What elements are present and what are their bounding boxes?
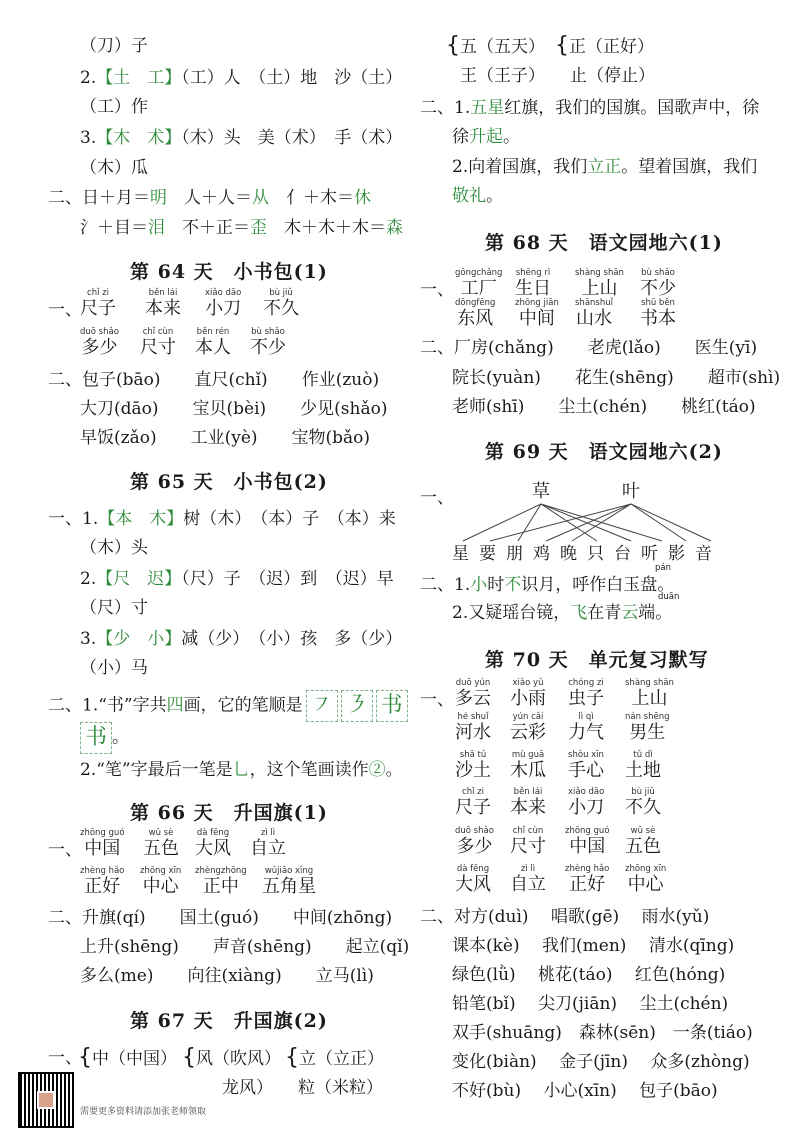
answer-line: 绿色(lǜ) 桃花(táo) 红色(hóng) (452, 965, 726, 985)
pinyin-word: bù shǎo 不少 (250, 327, 286, 358)
pinyin-word: xiǎo dāo 小刀 (568, 787, 605, 818)
stroke-box: 书 (80, 722, 112, 754)
stroke-box: ㇇ (306, 690, 338, 722)
answer-line: {中（中国） (78, 1045, 177, 1070)
matching-word: 叶 (622, 481, 640, 502)
pinyin-word: duō shǎo 多少 (455, 826, 494, 857)
pinyin-word: dà fēng 大风 (455, 864, 491, 895)
pinyin-word: zhèng hǎo 正好 (565, 864, 610, 895)
pinyin-word: zì lì 自立 (250, 828, 286, 859)
pinyin-word: mù guā 木瓜 (510, 750, 546, 781)
answer-line: 粒（米粒） (298, 1078, 383, 1098)
pinyin-word: zhōng xīn 中心 (140, 866, 182, 897)
pinyin-word: zhōng xīn 中心 (625, 864, 667, 895)
question-number: 一、 (48, 840, 82, 860)
matching-word: 草 (532, 481, 550, 502)
answer-line: 2.【土 工】（工）人 （土）地 沙（土） (80, 68, 403, 88)
answer-line: {正（正好） (555, 33, 654, 58)
footer-note: 需要更多资料请添加张老师领取 (80, 1107, 207, 1117)
answer-line: 3.【木 术】（木）头 美（术） 手（术） (80, 128, 403, 148)
pinyin-word: zhōng guó 中国 (565, 826, 610, 857)
question-number: 一、 (420, 690, 454, 710)
pinyin-word: wǔ sè 五色 (625, 826, 661, 857)
answer-line: （刀）子 (80, 36, 148, 56)
answer-line: 早饭(zǎo) 工业(yè) 宝物(bǎo) (80, 428, 371, 448)
pinyin-word: duō yún 多云 (455, 678, 491, 709)
pinyin-word: chóng zi 虫子 (568, 678, 604, 709)
pinyin-word: tǔ dì 土地 (625, 750, 661, 781)
pinyin-word: wǔjiǎo xīng 五角星 (262, 866, 316, 897)
pinyin-word: dà fēng 大风 (195, 828, 231, 859)
pinyin-word: xiǎo yǔ 小雨 (510, 678, 546, 709)
answer-line: 课本(kè) 我们(men) 清水(qīng) (452, 936, 735, 956)
avatar (37, 1091, 55, 1109)
answer-line: 止（停止） (570, 66, 655, 86)
pinyin-word: chǐ cùn 尺寸 (140, 327, 176, 358)
matching-lines (400, 0, 800, 560)
stroke-box: 书 (376, 690, 408, 722)
answer-line: （木）头 (80, 538, 148, 558)
answer-line: 二、厂房(chǎng) 老虎(lǎo) 医生(yī) (420, 338, 758, 358)
answer-line: 二、1.“书”字共四画，它的笔顺是 ㇇ ㇋ 书 (48, 690, 408, 722)
pinyin-word: shēng rì 生日 (515, 268, 551, 299)
section-title: 第 66 天 升国旗(1) (130, 802, 328, 824)
pinyin-word: bù jiǔ 不久 (263, 288, 299, 319)
answer-line: 氵＋目＝泪 不＋正＝歪 木＋木＋木＝森 (80, 218, 403, 238)
section-title: 第 70 天 单元复习默写 (485, 649, 709, 671)
answer-line: 2.“笔”字最后一笔是乚，这个笔画读作②。 (80, 760, 403, 780)
answer-line: 2.又疑瑶台镜，飞在青云端。 (452, 603, 673, 623)
pinyin-word: gōngchǎng 工厂 (455, 268, 503, 299)
answer-line: 铅笔(bǐ) 尖刀(jiān) 尘土(chén) (452, 994, 729, 1014)
pinyin-word: běn rén 本人 (195, 327, 231, 358)
answer-line: 多么(me) 向往(xiàng) 立马(lì) (80, 966, 374, 986)
pinyin-word: duō shǎo 多少 (80, 327, 119, 358)
pinyin-word: shū běn 书本 (640, 298, 676, 329)
pinyin-note: pán (655, 563, 671, 573)
question-number: 一、 (48, 300, 82, 320)
section-title: 第 64 天 小书包(1) (130, 261, 328, 283)
answer-line: 双手(shuāng) 森林(sēn) 一条(tiáo) (452, 1023, 753, 1043)
answer-line: 敬礼。 (452, 186, 503, 206)
answer-line: {五（五天） (446, 33, 545, 58)
pinyin-word: chǐ cùn 尺寸 (510, 826, 546, 857)
answer-line: 徐升起。 (452, 127, 520, 147)
answer-line: {风（吹风） (182, 1045, 281, 1070)
answer-line: 院长(yuàn) 花生(shēng) 超市(shì) (452, 368, 781, 388)
answer-line: （木）瓜 (80, 158, 148, 178)
answer-line: 大刀(dāo) 宝贝(bèi) 少见(shǎo) (80, 399, 388, 419)
pinyin-word: yún cǎi 云彩 (510, 712, 546, 743)
pinyin-word: lì qì 力气 (568, 712, 604, 743)
pinyin-word: chǐ zi 尺子 (80, 288, 116, 319)
answer-line: 书 。 (80, 722, 129, 754)
pinyin-word: shǒu xīn 手心 (568, 750, 604, 781)
answer-line: 龙风） (222, 1078, 273, 1098)
answer-line: 2.【尺 迟】（尺）子 （迟）到 （迟）早 (80, 569, 394, 589)
answer-line: 王（王子） (460, 66, 545, 86)
pinyin-word: zhōng guó 中国 (80, 828, 125, 859)
answer-line: （小）马 (80, 658, 148, 678)
section-title: 第 69 天 语文园地六(2) (485, 441, 723, 463)
question-number: 一、 (420, 488, 454, 508)
stroke-box: ㇋ (341, 690, 373, 722)
pinyin-word: shàng shān 上山 (575, 268, 624, 299)
pinyin-word: zhèngzhōng 正中 (195, 866, 247, 897)
answer-line: 二、升旗(qí) 国土(guó) 中间(zhōng) (48, 908, 393, 928)
answer-line: {立（立正） (285, 1045, 384, 1070)
answer-line: 不好(bù) 小心(xīn) 包子(bāo) (452, 1081, 718, 1101)
pinyin-note: duān (658, 592, 680, 602)
answer-line: 3.【少 小】减（少） （小）孩 多（少） (80, 629, 403, 649)
section-title: 第 68 天 语文园地六(1) (485, 232, 723, 254)
answer-line: 二、1.五星红旗，我们的国旗。国歌声中，徐 (420, 98, 760, 118)
pinyin-word: zhèng hǎo 正好 (80, 866, 125, 897)
pinyin-word: běn lái 本来 (145, 288, 181, 319)
section-title: 第 65 天 小书包(2) (130, 471, 328, 493)
pinyin-word: xiǎo dāo 小刀 (205, 288, 242, 319)
answer-line: （工）作 (80, 97, 148, 117)
answer-line: 二、包子(bāo) 直尺(chǐ) 作业(zuò) (48, 370, 380, 390)
answer-line: 上升(shēng) 声音(shēng) 起立(qǐ) (80, 937, 410, 957)
pinyin-word: bù shǎo 不少 (640, 268, 676, 299)
pinyin-word: shānshuǐ 山水 (575, 298, 613, 329)
pinyin-word: hé shuǐ 河水 (455, 712, 491, 743)
answer-line: 二、对方(duì) 唱歌(gē) 雨水(yǔ) (420, 907, 710, 927)
answer-line: 二、日＋月＝明 人＋人＝从 亻＋木＝休 (48, 188, 371, 208)
pinyin-word: nán shēng 男生 (625, 712, 670, 743)
pinyin-word: shàng shān 上山 (625, 678, 674, 709)
pinyin-word: zhōng jiān 中间 (515, 298, 559, 329)
answer-line: 老师(shī) 尘土(chén) 桃红(táo) (452, 397, 756, 417)
pinyin-word: wǔ sè 五色 (143, 828, 179, 859)
answer-line: 变化(biàn) 金子(jīn) 众多(zhòng) (452, 1052, 750, 1072)
pinyin-word: zì lì 自立 (510, 864, 546, 895)
answer-line: 2.向着国旗，我们立正。望着国旗，我们 (452, 157, 758, 177)
pinyin-word: bù jiǔ 不久 (625, 787, 661, 818)
answer-line: 一、1.【本 木】树（木） （本）子 （本）来 (48, 509, 396, 529)
pinyin-word: běn lái 本来 (510, 787, 546, 818)
pinyin-word: dōngfēng 东风 (455, 298, 496, 329)
pinyin-word: shā tǔ 沙土 (455, 750, 491, 781)
question-number: 一、 (48, 1048, 82, 1068)
question-number: 一、 (420, 280, 454, 300)
answer-line: 二、1.小时不识月，呼作白玉盘。 (420, 575, 675, 595)
pinyin-word: chǐ zi 尺子 (455, 787, 491, 818)
section-title: 第 67 天 升国旗(2) (130, 1010, 328, 1032)
matching-characters: 星要朋鸡晚只台听影音 (452, 544, 722, 564)
answer-line: （尺）寸 (80, 598, 148, 618)
